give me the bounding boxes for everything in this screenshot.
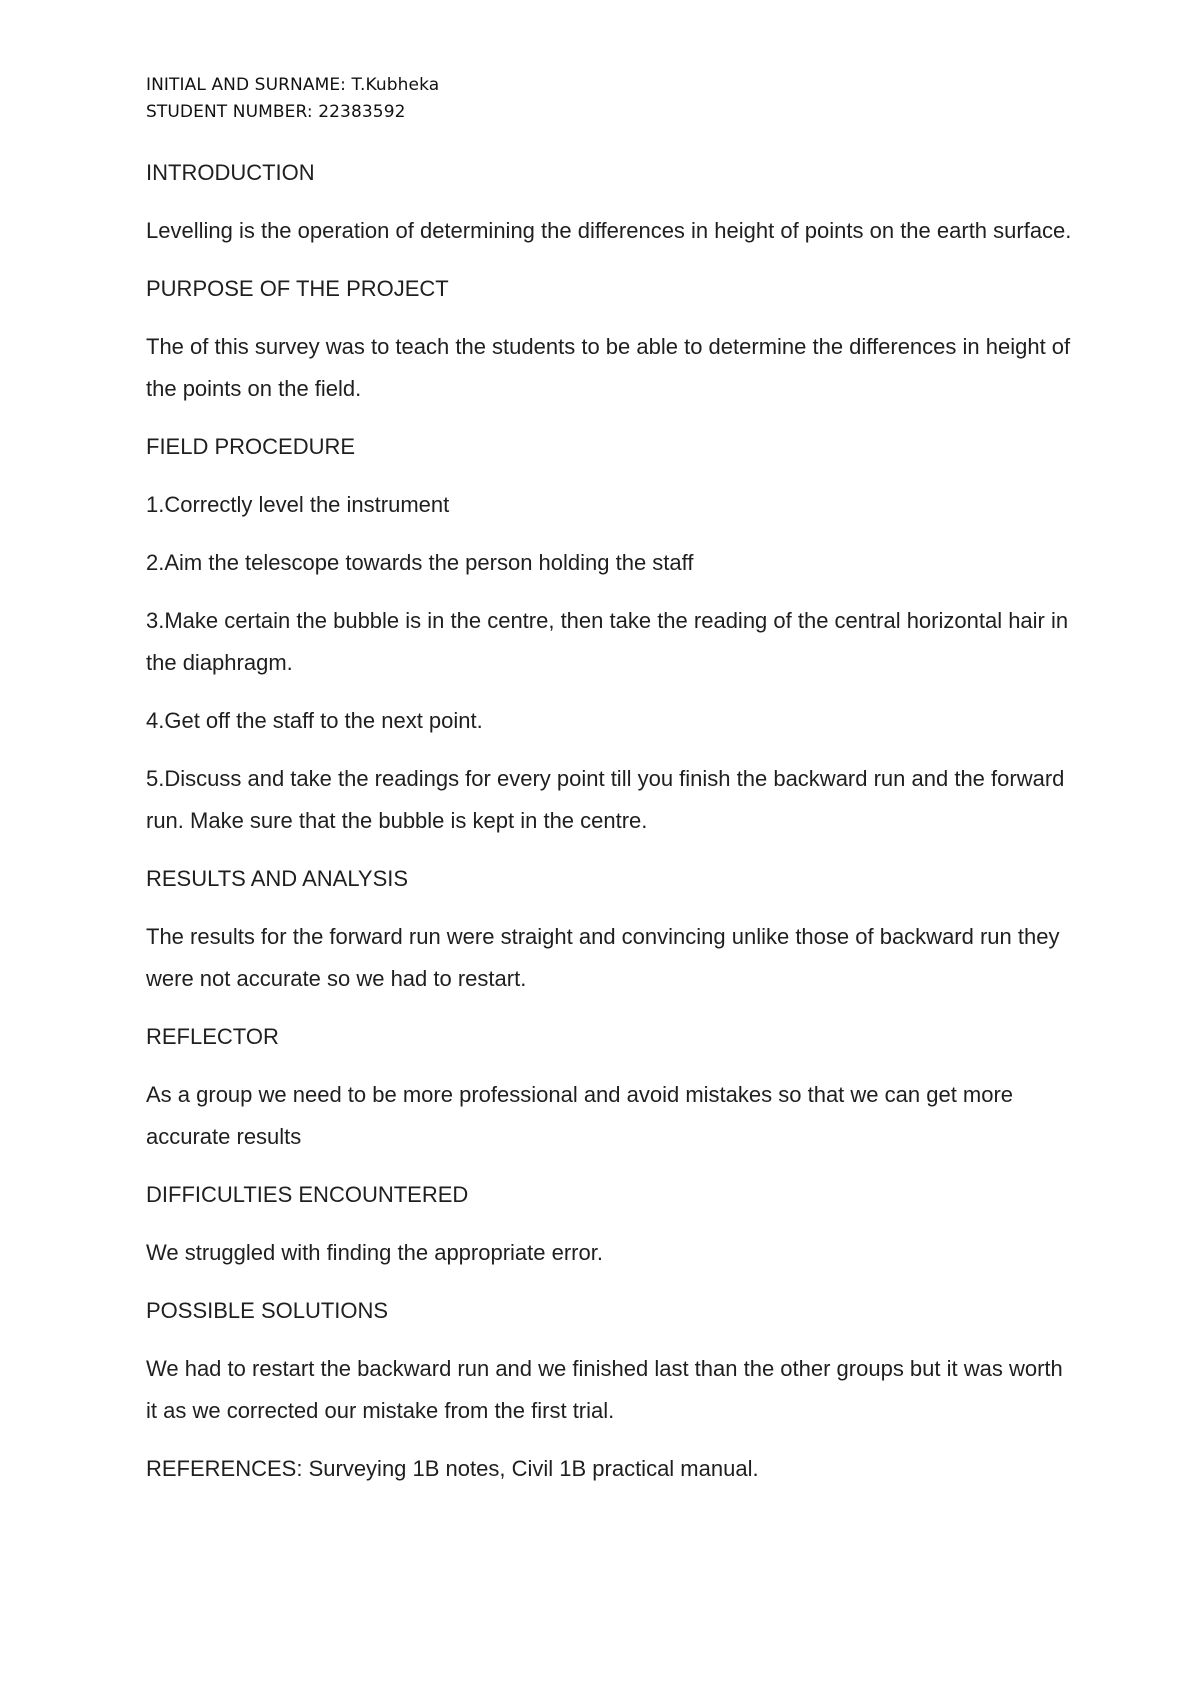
field-procedure-heading: FIELD PROCEDURE bbox=[146, 434, 356, 459]
procedure-step: 1.Correctly level the instrument bbox=[146, 492, 450, 517]
name-line: INITIAL AND SURNAME: T.Kubheka bbox=[146, 75, 440, 95]
results-text: The results for the forward run were straight and convincing unlike those of backward run they were not accurate so we had to restart. bbox=[146, 924, 1060, 991]
introduction-text: Levelling is the operation of determining the differences in height of points on the earth surface. bbox=[146, 218, 1072, 243]
student-number-line: STUDENT NUMBER: 22383592 bbox=[146, 102, 406, 122]
document-header bbox=[146, 72, 439, 126]
reflector-heading: REFLECTOR bbox=[146, 1024, 279, 1049]
difficulties-text: We struggled with finding the appropriate error. bbox=[146, 1240, 603, 1265]
difficulties-heading: DIFFICULTIES ENCOUNTERED bbox=[146, 1182, 469, 1207]
purpose-text: The of this survey was to teach the students to be able to determine the differences in height of the points on the field. bbox=[146, 334, 1071, 401]
solutions-heading: POSSIBLE SOLUTIONS bbox=[146, 1298, 389, 1323]
procedure-step: 5.Discuss and take the readings for every point till you finish the backward run and the forward run. Make sure that the bubble is kept in the centre. bbox=[146, 766, 1065, 833]
procedure-step: 2.Aim the telescope towards the person holding the staff bbox=[146, 550, 694, 575]
introduction-heading: INTRODUCTION bbox=[146, 160, 315, 185]
procedure-step: 3.Make certain the bubble is in the centre, then take the reading of the central horizontal hair in the diaphragm. bbox=[146, 608, 1069, 675]
references-text: REFERENCES: Surveying 1B notes, Civil 1B practical manual. bbox=[146, 1456, 759, 1481]
reflector-text: As a group we need to be more professional and avoid mistakes so that we can get more accurate results bbox=[146, 1082, 1014, 1149]
solutions-text: We had to restart the backward run and we finished last than the other groups but it was worth it as we corrected our mistake from the first trial. bbox=[146, 1356, 1063, 1423]
procedure-step: 4.Get off the staff to the next point. bbox=[146, 708, 483, 733]
purpose-heading: PURPOSE OF THE PROJECT bbox=[146, 276, 449, 301]
document-body bbox=[146, 152, 1076, 1506]
results-heading: RESULTS AND ANALYSIS bbox=[146, 866, 409, 891]
